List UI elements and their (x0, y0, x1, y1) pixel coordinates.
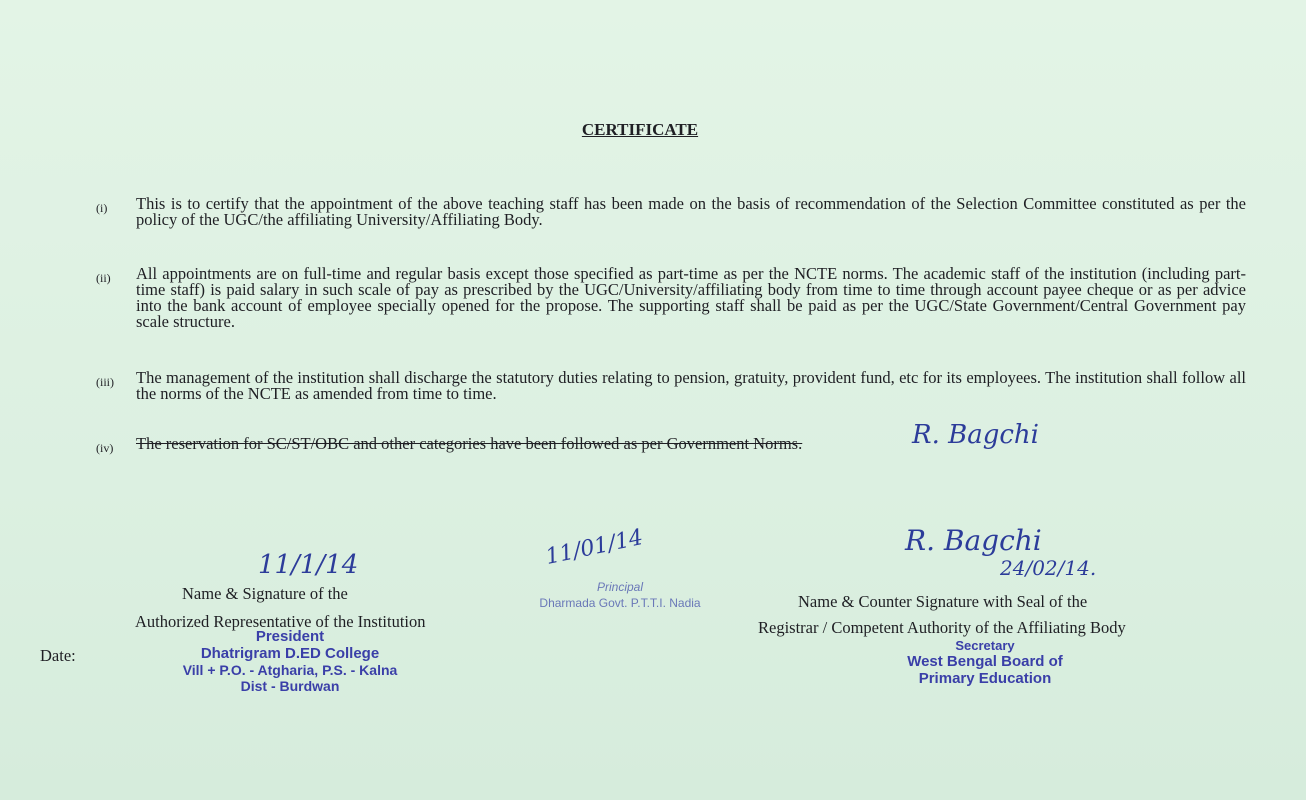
certificate-item-2 (96, 266, 1246, 330)
stamp-line: West Bengal Board of (907, 653, 1063, 670)
principal-stamp-title: Principal (596, 580, 644, 594)
item4-signature: R. Bagchi (912, 420, 1039, 450)
item-text: The management of the institution shall discharge the statutory duties relating to pension, gratuity, provident fund, etc for its employees. The institution shall follow all the norms of the NCTE as amended from time to time. (136, 368, 1246, 403)
principal-stamp-line: Dharmada Govt. P.T.T.I. Nadia (539, 596, 701, 610)
stamp-line: Dist - Burdwan (240, 678, 340, 694)
item-number: (i) (96, 201, 108, 215)
item-number: (iv) (96, 441, 114, 455)
left-line-2: Authorized Representative of the Institution (135, 612, 426, 631)
item-number: (iii) (96, 375, 114, 389)
right-line-2: Registrar / Competent Authority of the Affiliating Body (758, 618, 1126, 637)
principal-signature-date: 11/01/14 (543, 525, 646, 570)
item-text-struck: The reservation for SC/ST/OBC and other categories have been followed as per Government Norms. (136, 434, 803, 453)
item-number: (ii) (96, 271, 111, 285)
stamp-line: President (255, 628, 325, 645)
certificate-item-1 (96, 196, 1246, 228)
certificate-item-4 (96, 434, 856, 455)
right-line-1: Name & Counter Signature with Seal of the (798, 592, 1088, 611)
registrar-signature: R. Bagchi (905, 524, 1042, 557)
certificate-item-3 (96, 370, 1246, 402)
stamp-line: Primary Education (918, 670, 1052, 687)
left-signature-date: 11/1/14 (258, 550, 359, 580)
registrar-signature-date: 24/02/14. (1000, 556, 1097, 580)
certificate-title: CERTIFICATE (581, 120, 699, 139)
institution-stamp (160, 628, 420, 694)
board-stamp (860, 638, 1110, 687)
item-text: This is to certify that the appointment of the above teaching staff has been made on the basis of recommendation of the Selection Committee constituted as per the policy of the UGC/the affiliating University/Affiliating Body. (136, 194, 1246, 229)
stamp-line: Dhatrigram D.ED College (200, 645, 380, 662)
stamp-line: Secretary (955, 638, 1015, 653)
date-label: Date: (40, 646, 76, 665)
item-text: All appointments are on full-time and regular basis except those specified as part-time as per the NCTE norms. The academic staff of the institution (including part-time staff) is paid salary in such scale of pay as prescribed by the UGC/University/affiliating body from time to time through account payee cheque or as per advice into the bank account of employee specially opened for the propose. The supporting staff shall be paid as per the UGC/State Government/Central Government pay scale structure. (136, 264, 1246, 331)
stamp-line: Vill + P.O. - Atgharia, P.S. - Kalna (182, 662, 398, 678)
left-line-1: Name & Signature of the (182, 584, 348, 603)
